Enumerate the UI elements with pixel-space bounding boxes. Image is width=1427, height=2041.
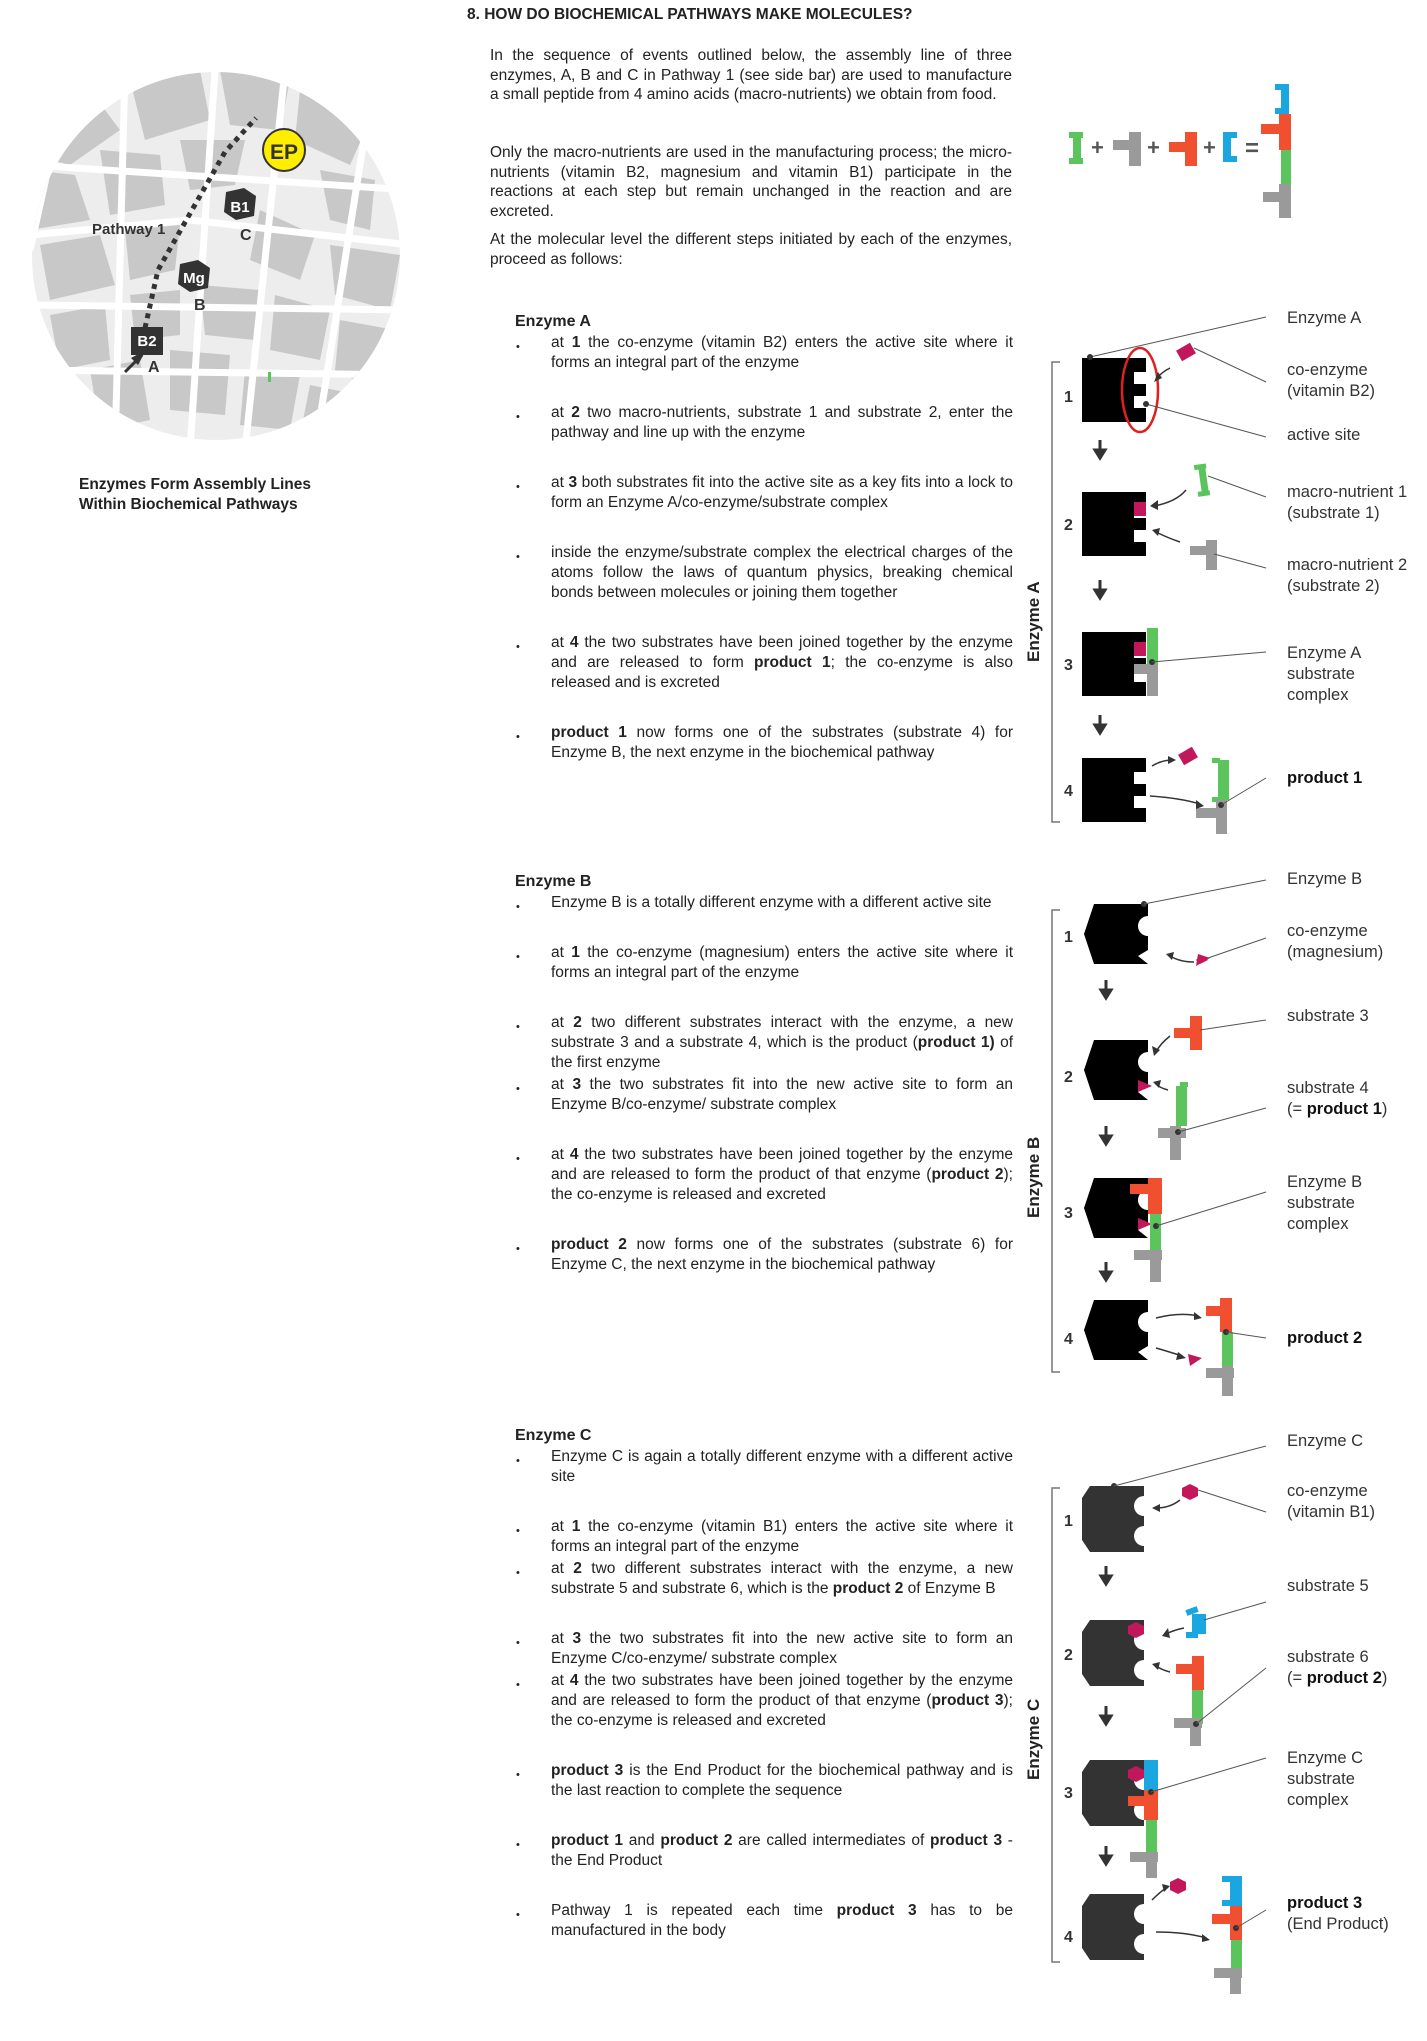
- grey-amino-acid: [1113, 132, 1141, 166]
- label-coenzyme-b2: co-enzyme (vitamin B2): [1287, 361, 1376, 400]
- plus-1: +: [1091, 135, 1104, 160]
- product-1-shape: [1196, 758, 1229, 834]
- step-number: 4: [1064, 1331, 1073, 1348]
- macro-nutrient-2: [1190, 540, 1217, 570]
- green-amino-acid: [1069, 132, 1083, 164]
- enzyme-b-step: • at 4 the two substrates have been joined together by the enzyme and are released to form the product of that enzyme (product 2); the co-enzyme is released and excreted: [508, 1145, 1013, 1205]
- enzyme-b-step: • at 1 the co-enzyme (magnesium) enters the active site where it forms an integral part of the enzyme: [508, 943, 1013, 983]
- label-coenzyme-magnesium: co-enzyme (magnesium): [1287, 922, 1384, 961]
- intro-paragraph-2: Only the macro-nutrients are used in the manufacturing process; the micro-nutrients (vitamin B2, magnesium and vitamin B1) participate in the reactions at each step but remain unchanged in the reaction and are excreted.: [490, 144, 1012, 220]
- step-number: 3: [1064, 657, 1073, 674]
- enzyme-c-steps: [508, 1447, 1013, 1941]
- enzyme-b-step: • product 2 now forms one of the substrates (substrate 6) for Enzyme C, the next enzyme in the biochemical pathway: [508, 1235, 1013, 1275]
- label-enzyme-b-complex: Enzyme B substrate complex: [1287, 1173, 1363, 1233]
- plus-2: +: [1147, 135, 1160, 160]
- label-enzyme-c-complex: Enzyme C substrate complex: [1287, 1749, 1364, 1809]
- enzyme-a-side-label: Enzyme A: [1024, 581, 1043, 662]
- label-active-site: active site: [1287, 426, 1361, 444]
- step-number: 1: [1064, 1513, 1073, 1530]
- enzyme-b-shape: [1084, 904, 1148, 964]
- macro-nutrient-1: [1194, 463, 1210, 496]
- equals-sign: =: [1245, 135, 1260, 162]
- plus-3: +: [1203, 135, 1216, 160]
- enzyme-a-step: • product 1 now forms one of the substrates (substrate 4) for Enzyme B, the next enzyme in the biochemical pathway: [508, 723, 1013, 763]
- letter-c: C: [240, 227, 252, 244]
- substrate-6: [1174, 1656, 1204, 1746]
- mg-label: Mg: [183, 270, 205, 287]
- enzyme-c-step: • at 1 the co-enzyme (vitamin B1) enters the active site where it forms an integral part of the enzyme: [508, 1517, 1013, 1557]
- label-enzyme-c: Enzyme C: [1287, 1432, 1364, 1450]
- enzyme-c-step: • product 1 and product 2 are called intermediates of product 3 - the End Product: [508, 1831, 1013, 1871]
- coenzyme-b1: [1182, 1484, 1198, 1500]
- enzyme-c-step: • at 3 the two substrates fit into the new active site to form an Enzyme C/co-enzyme/ substrate complex: [508, 1629, 1013, 1669]
- peptide-equation: [1065, 80, 1305, 220]
- step-number: 4: [1064, 783, 1073, 800]
- b1-node: [224, 188, 256, 220]
- letter-a: A: [148, 359, 160, 376]
- step-number: 2: [1064, 1069, 1073, 1086]
- enzyme-a-shape: [1082, 358, 1146, 422]
- b2-label: B2: [137, 333, 157, 350]
- blue-amino-acid: [1223, 132, 1237, 162]
- step-number: 2: [1064, 1647, 1073, 1664]
- enzyme-b-side-label: Enzyme B: [1024, 1136, 1043, 1218]
- label-product-1: product 1: [1287, 769, 1363, 787]
- enzyme-c-shape: [1082, 1486, 1144, 1552]
- substrate-4: [1158, 1082, 1188, 1160]
- label-substrate-4: substrate 4 (= product 1): [1287, 1079, 1388, 1118]
- coenzyme-b2: [1176, 343, 1196, 361]
- sidebar-caption-line-1: Enzymes Form Assembly Lines: [79, 476, 312, 493]
- peptide-product: [1261, 84, 1291, 218]
- label-enzyme-b: Enzyme B: [1287, 870, 1363, 888]
- enzyme-a-steps: [508, 333, 1013, 763]
- enzyme-a-step: • inside the enzyme/substrate complex the electrical charges of the atoms follow the laws of quantum physics, breaking chemical bonds between molecules or joining them together: [508, 543, 1013, 603]
- step-number: 3: [1064, 1785, 1073, 1802]
- enzyme-b-heading: Enzyme B: [515, 873, 592, 890]
- label-macro-nutrient-1: macro-nutrient 1 (substrate 1): [1287, 483, 1408, 522]
- substrate-5: [1185, 1606, 1206, 1638]
- red-amino-acid: [1169, 132, 1197, 166]
- intro-paragraph-1: In the sequence of events outlined below, the assembly line of three enzymes, A, B and C in Pathway 1 (see side bar) are used to manufacture a small peptide from 4 amino acids (macro-nutrients) we obtain from food.: [490, 47, 1012, 103]
- product-3-shape: [1212, 1876, 1242, 1994]
- label-macro-nutrient-2: macro-nutrient 2 (substrate 2): [1287, 556, 1408, 595]
- step-number: 2: [1064, 517, 1073, 534]
- enzyme-c-step: • product 3 is the End Product for the biochemical pathway and is the last reaction to complete the sequence: [508, 1761, 1013, 1801]
- enzyme-c-step: • at 4 the two substrates have been joined together by the enzyme and are released to form the product of that enzyme (product 3); the co-enzyme is released and excreted: [508, 1671, 1013, 1731]
- step-number: 1: [1064, 929, 1073, 946]
- enzyme-a-step: • at 3 both substrates fit into the active site as a key fits into a lock to form an Enzyme A/co-enzyme/substrate complex: [508, 473, 1013, 513]
- enzyme-b-step: • at 2 two different substrates interact with the enzyme, a new substrate 3 and a substrate 4, which is the product (product 1) of the first enzyme: [508, 1013, 1013, 1073]
- sidebar-caption-line-2: Within Biochemical Pathways: [79, 495, 298, 513]
- enzyme-c-step: • Pathway 1 is repeated each time product 3 has to be manufactured in the body: [508, 1901, 1013, 1941]
- enzyme-b-step: • Enzyme B is a totally different enzyme with a different active site: [508, 893, 1013, 913]
- page-title: 8. HOW DO BIOCHEMICAL PATHWAYS MAKE MOLECULES?: [467, 6, 913, 23]
- label-substrate-6: substrate 6 (= product 2): [1287, 1648, 1388, 1687]
- substrate-3: [1174, 1016, 1202, 1050]
- enzyme-a-step: • at 1 the co-enzyme (vitamin B2) enters the active site where it forms an integral part of the enzyme: [508, 333, 1013, 373]
- label-product-3: product 3 (End Product): [1287, 1894, 1389, 1933]
- label-product-2: product 2: [1287, 1329, 1363, 1347]
- enzyme-c-heading: Enzyme C: [515, 1427, 592, 1444]
- intro-paragraph-3: At the molecular level the different steps initiated by each of the enzymes, proceed as follows:: [490, 231, 1012, 268]
- label-coenzyme-b1: co-enzyme (vitamin B1): [1287, 1482, 1376, 1521]
- label-enzyme-a: Enzyme A: [1287, 309, 1362, 327]
- ep-node: [263, 129, 305, 171]
- letter-b: B: [194, 297, 206, 314]
- pathway-label: Pathway 1: [92, 221, 166, 238]
- enzyme-c-side-label: Enzyme C: [1024, 1698, 1043, 1780]
- enzyme-c-step: • Enzyme C is again a totally different enzyme with a different active site: [508, 1447, 1013, 1487]
- label-substrate-5: substrate 5: [1287, 1577, 1369, 1595]
- ep-label: EP: [269, 141, 299, 164]
- b2-node: [131, 327, 163, 355]
- sidebar-caption: [79, 475, 311, 514]
- pathway-map: [30, 70, 410, 450]
- step-number: 3: [1064, 1205, 1073, 1222]
- enzyme-a-step: • at 2 two macro-nutrients, substrate 1 and substrate 2, enter the pathway and line up with the enzyme: [508, 403, 1013, 443]
- step-number: 1: [1064, 389, 1073, 406]
- step-number: 4: [1064, 1929, 1073, 1946]
- product-2-shape: [1206, 1298, 1234, 1396]
- enzyme-a-heading: Enzyme A: [515, 313, 591, 330]
- enzyme-c-step: • at 2 two different substrates interact with the enzyme, a new substrate 5 and substrate 6, which is the product 2 of Enzyme B: [508, 1559, 1013, 1599]
- b1-label: B1: [230, 199, 250, 216]
- enzyme-a-step: • at 4 the two substrates have been joined together by the enzyme and are released to form product 1; the co-enzyme is also released and is excreted: [508, 633, 1013, 693]
- enzyme-b-step: • at 3 the two substrates fit into the new active site to form an Enzyme B/co-enzyme/ substrate complex: [508, 1075, 1013, 1115]
- label-enzyme-a-complex: Enzyme A substrate complex: [1287, 644, 1362, 704]
- enzyme-b-steps: [508, 893, 1013, 1275]
- label-substrate-3: substrate 3: [1287, 1007, 1369, 1025]
